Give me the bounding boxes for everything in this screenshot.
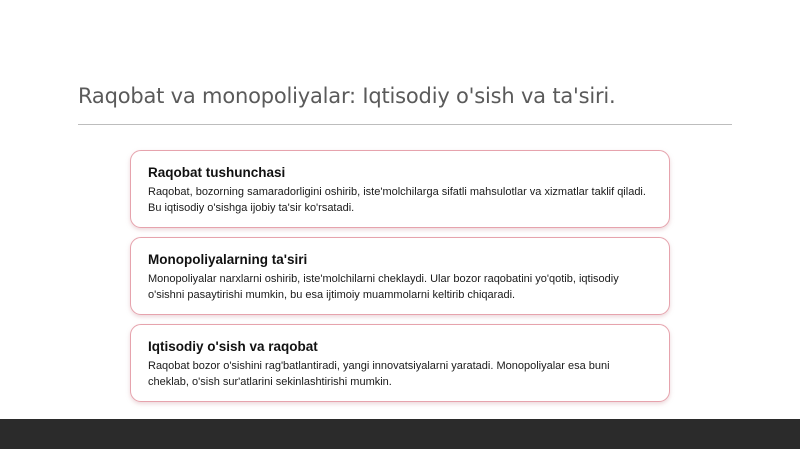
card-title: Iqtisodiy o'sish va raqobat xyxy=(148,339,318,354)
title-divider xyxy=(78,124,732,125)
card-monopoliyalarning-tasiri xyxy=(130,237,670,315)
card-text: Raqobat bozor o'sishini rag'batlantiradi, yangi innovatsiyalarni yaratadi. Monopoliyalar esa buni cheklab, o'sish sur'atlarini sekinlashtirishi mumkin. xyxy=(148,360,610,388)
card-text: Monopoliyalar narxlarni oshirib, iste'molchilarni cheklaydi. Ular bozor raqobatini yo'qotib, iqtisodiy o'sishni pasaytirishi mumkin, bu esa ijtimoiy muammolarni keltirib chiqaradi. xyxy=(148,273,619,301)
card-text: Raqobat, bozorning samaradorligini oshirib, iste'molchilarga sifatli mahsulotlar va xizmatlar taklif qiladi. Bu iqtisodiy o'sishga ijobiy ta'sir ko'rsatadi. xyxy=(148,186,646,214)
card-list xyxy=(130,150,670,411)
card-iqtisodiy-osish-va-raqobat xyxy=(130,324,670,402)
card-raqobat-tushunchasi xyxy=(130,150,670,228)
bottom-bar xyxy=(0,419,800,449)
card-title: Monopoliyalarning ta'siri xyxy=(148,252,308,267)
slide-title: Raqobat va monopoliyalar: Iqtisodiy o'sish va ta'siri. xyxy=(78,84,616,108)
card-title: Raqobat tushunchasi xyxy=(148,165,286,180)
